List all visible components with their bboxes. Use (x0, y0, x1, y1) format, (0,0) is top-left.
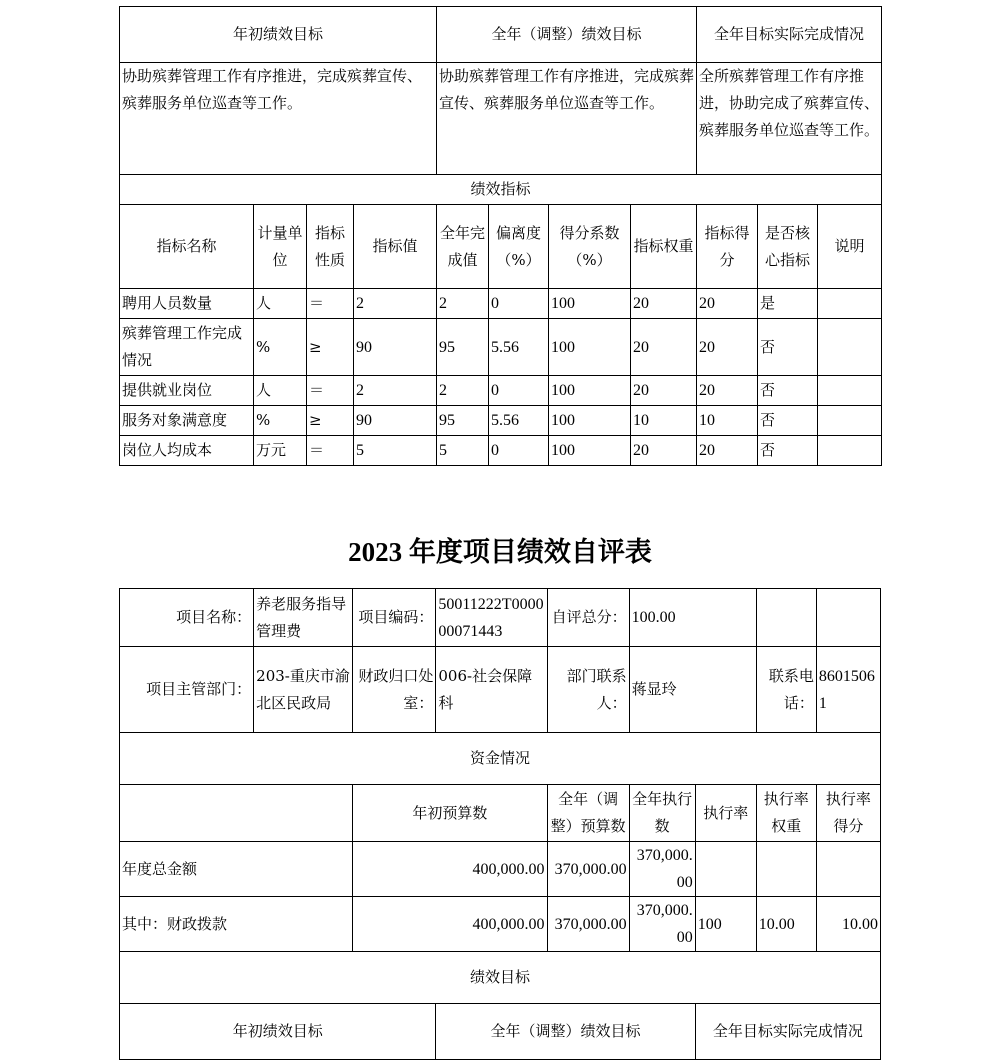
indicator-cell: 提供就业岗位 (120, 376, 254, 406)
indicator-cell: 90 (354, 406, 437, 436)
indicator-cell: 20 (697, 289, 758, 319)
indicator-cell: 殡葬管理工作完成情况 (120, 319, 254, 376)
indicator-cell: 是 (758, 289, 818, 319)
table-row (120, 319, 882, 376)
indicator-cell: 20 (631, 376, 697, 406)
indicator-cell: 人 (254, 289, 307, 319)
indicator-cell: 20 (631, 319, 697, 376)
finance-label: 财政归口处室： (353, 647, 436, 733)
project-name-value: 养老服务指导管理费 (254, 589, 353, 647)
funds-header: 执行率 (695, 785, 756, 842)
indicator-cell (818, 319, 882, 376)
funds-weight (756, 842, 816, 897)
indicator-cell (818, 406, 882, 436)
indicator-cell: 5.56 (489, 406, 549, 436)
funds-header: 执行率权重 (756, 785, 816, 842)
indicator-cell (818, 376, 882, 406)
indicator-header: 说明 (818, 205, 882, 289)
funds-executed: 370,000.00 (629, 842, 695, 897)
indicator-cell: 90 (354, 319, 437, 376)
indicator-header: 计量单位 (254, 205, 307, 289)
indicator-cell: 岗位人均成本 (120, 436, 254, 466)
project-self-evaluation-table (119, 588, 881, 1060)
funds-executed: 370,000.00 (629, 897, 695, 952)
table-row (120, 436, 882, 466)
indicator-cell: 20 (697, 436, 758, 466)
indicator-cell: 否 (758, 319, 818, 376)
indicator-header: 指标名称 (120, 205, 254, 289)
empty-cell (756, 589, 816, 647)
table-row (120, 842, 881, 897)
indicator-cell: 20 (697, 376, 758, 406)
indicator-cell (818, 289, 882, 319)
indicator-cell: 100 (549, 289, 631, 319)
indicator-header: 得分系数（%） (549, 205, 631, 289)
table-row (120, 406, 882, 436)
phone-label: 联系电话： (756, 647, 816, 733)
phone-value: 86015061 (816, 647, 880, 733)
indicator-cell: 20 (697, 319, 758, 376)
funds-header: 年初预算数 (353, 785, 547, 842)
indicator-cell: ≥ (307, 406, 354, 436)
indicator-cell: 5.56 (489, 319, 549, 376)
funds-header: 全年执行数 (629, 785, 695, 842)
project-code-value: 50011222T000000071443 (436, 589, 547, 647)
goals-header-actual: 全年目标实际完成情况 (697, 7, 882, 63)
funds-initial: 400,000.00 (353, 897, 547, 952)
indicator-header: 偏离度（%） (489, 205, 549, 289)
indicator-cell: 人 (254, 376, 307, 406)
project-code-label: 项目编码： (353, 589, 436, 647)
indicator-cell: 100 (549, 376, 631, 406)
indicator-header: 是否核心指标 (758, 205, 818, 289)
indicator-cell: 10 (697, 406, 758, 436)
indicator-cell: 2 (437, 289, 489, 319)
indicator-cell: % (254, 319, 307, 376)
goals-header-initial: 年初绩效目标 (120, 1004, 436, 1060)
contact-value: 蒋显玲 (629, 647, 756, 733)
indicator-cell: 100 (549, 319, 631, 376)
funds-adjusted: 370,000.00 (547, 842, 629, 897)
self-score-label: 自评总分： (547, 589, 629, 647)
self-score-value: 100.00 (629, 589, 756, 647)
indicator-cell: 100 (549, 406, 631, 436)
indicator-cell: ＝ (307, 376, 354, 406)
dept-value: 203-重庆市渝北区民政局 (254, 647, 353, 733)
indicators-section-title: 绩效指标 (120, 175, 882, 205)
indicator-cell: 否 (758, 436, 818, 466)
funds-header: 执行率得分 (816, 785, 880, 842)
indicator-cell: 20 (631, 289, 697, 319)
table-row (120, 289, 882, 319)
indicator-cell: ＝ (307, 289, 354, 319)
goals-section-title: 绩效目标 (120, 952, 881, 1004)
indicator-header: 指标权重 (631, 205, 697, 289)
goals-header-adjusted: 全年（调整）绩效目标 (437, 7, 697, 63)
indicator-cell: 0 (489, 376, 549, 406)
table-row (120, 376, 882, 406)
empty-cell (816, 589, 880, 647)
indicator-cell: % (254, 406, 307, 436)
indicator-cell: 95 (437, 319, 489, 376)
funds-row-label: 其中：财政拨款 (120, 897, 353, 952)
goal-adjusted-text: 协助殡葬管理工作有序推进，完成殡葬宣传、殡葬服务单位巡查等工作。 (437, 63, 697, 175)
funds-header: 全年（调整）预算数 (547, 785, 629, 842)
indicator-cell: 否 (758, 406, 818, 436)
indicator-cell: 服务对象满意度 (120, 406, 254, 436)
indicator-cell (818, 436, 882, 466)
indicator-cell: 0 (489, 289, 549, 319)
goal-initial-text: 协助殡葬管理工作有序推进，完成殡葬宣传、殡葬服务单位巡查等工作。 (120, 63, 437, 175)
indicator-cell: 否 (758, 376, 818, 406)
finance-value: 006-社会保障科 (436, 647, 547, 733)
indicator-cell: 20 (631, 436, 697, 466)
indicator-cell: 0 (489, 436, 549, 466)
indicator-cell: ≥ (307, 319, 354, 376)
indicator-header: 全年完成值 (437, 205, 489, 289)
funds-row-label: 年度总金额 (120, 842, 353, 897)
indicator-cell: 5 (354, 436, 437, 466)
page-title: 2023 年度项目绩效自评表 (348, 537, 652, 567)
empty-cell (120, 785, 353, 842)
indicator-header: 指标性质 (307, 205, 354, 289)
indicator-cell: 2 (437, 376, 489, 406)
goals-header-actual: 全年目标实际完成情况 (695, 1004, 880, 1060)
indicator-cell: 10 (631, 406, 697, 436)
indicator-cell: 5 (437, 436, 489, 466)
indicator-cell: 2 (354, 289, 437, 319)
contact-label: 部门联系人： (547, 647, 629, 733)
indicator-cell: 聘用人员数量 (120, 289, 254, 319)
goals-header-adjusted: 全年（调整）绩效目标 (436, 1004, 695, 1060)
funds-adjusted: 370,000.00 (547, 897, 629, 952)
table-row (120, 897, 881, 952)
funds-rate: 100 (695, 897, 756, 952)
funds-rate (695, 842, 756, 897)
indicator-cell: ＝ (307, 436, 354, 466)
funds-score (816, 842, 880, 897)
indicator-cell: 100 (549, 436, 631, 466)
indicator-header: 指标得分 (697, 205, 758, 289)
funds-score: 10.00 (816, 897, 880, 952)
indicator-cell: 万元 (254, 436, 307, 466)
goals-header-initial: 年初绩效目标 (120, 7, 437, 63)
project-name-label: 项目名称： (120, 589, 254, 647)
funds-initial: 400,000.00 (353, 842, 547, 897)
funds-weight: 10.00 (756, 897, 816, 952)
funds-section-title: 资金情况 (120, 733, 881, 785)
indicator-cell: 2 (354, 376, 437, 406)
indicator-header: 指标值 (354, 205, 437, 289)
dept-label: 项目主管部门： (120, 647, 254, 733)
indicator-cell: 95 (437, 406, 489, 436)
performance-indicators-table (119, 6, 882, 466)
goal-actual-text: 全所殡葬管理工作有序推进，协助完成了殡葬宣传、殡葬服务单位巡查等工作。 (697, 63, 882, 175)
